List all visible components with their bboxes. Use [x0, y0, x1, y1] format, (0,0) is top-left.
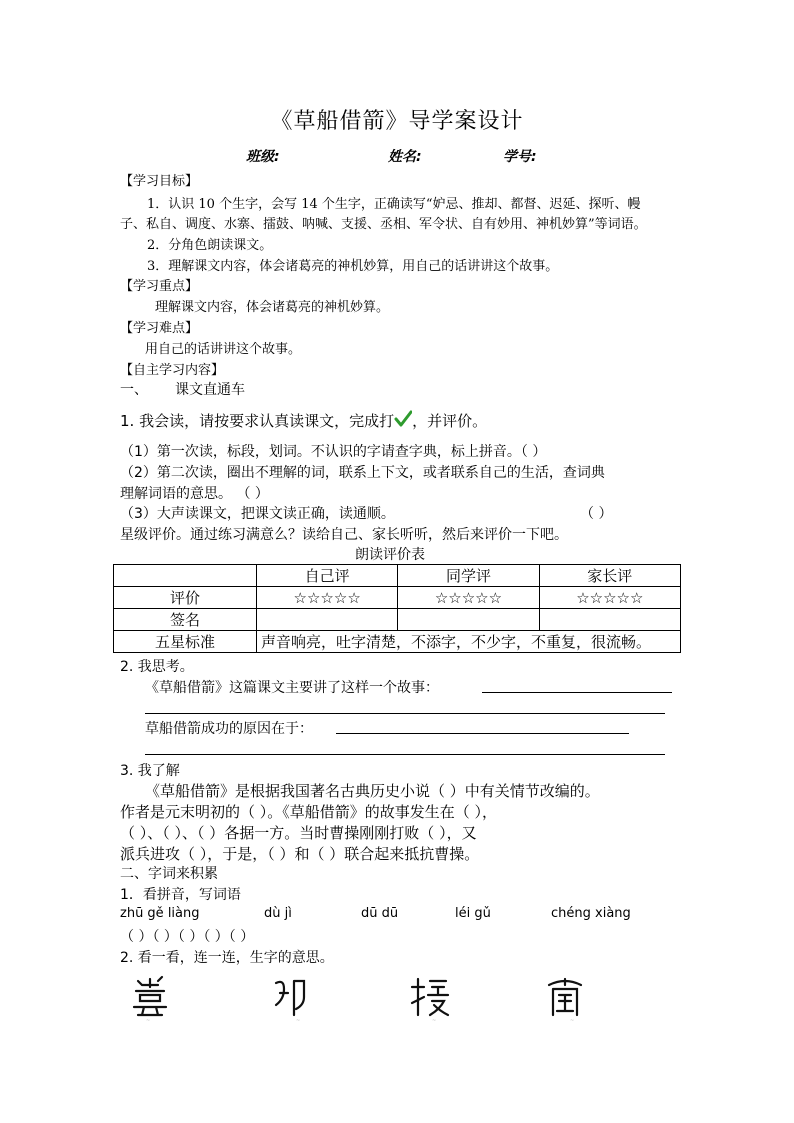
table-header-cell: 自己评 — [257, 565, 398, 587]
pinyin-chengxiang: chéng xiàng — [551, 906, 631, 921]
part2-heading: 二、字词来积累 — [120, 866, 218, 882]
reading-evaluation-table — [113, 564, 681, 653]
row-label: 五星标准 — [114, 631, 257, 653]
goal-item-1-line-2: 子、私自、调度、水寨、擂鼓、呐喊、支援、丞相、军令状、自有妙用、神机妙算”等词语。 — [120, 217, 647, 232]
answer-line[interactable] — [482, 692, 672, 693]
table-header-cell: 家长评 — [539, 565, 680, 587]
watermark: ~ — [146, 1018, 151, 1024]
watermark: ~ — [432, 1018, 437, 1024]
class-label: 班级: — [246, 149, 280, 165]
signature-cell[interactable] — [539, 609, 680, 631]
name-label: 姓名: — [388, 149, 422, 165]
watermark: ~ — [570, 1018, 575, 1024]
self-study-heading: 【自主学习内容】 — [120, 363, 225, 378]
row-label: 签名 — [114, 609, 257, 631]
q1-prompt — [120, 410, 487, 431]
q3-heading: 3. 我了解 — [120, 763, 180, 779]
part2-q1: 1．看拼音，写词语 — [120, 887, 241, 903]
seal-script-glyph-3[interactable] — [410, 975, 450, 1019]
goal-item-1-line-1: 1．认识 10 个生字，会写 14 个生字，正确读写“妒忌、推却、都督、迟延、探听、幔 — [147, 197, 641, 212]
reading-round-3: （3）大声读课文，把课文读正确，读通顺。 — [120, 506, 395, 522]
table-header-cell: 同学评 — [398, 565, 539, 587]
signature-cell[interactable] — [257, 609, 398, 631]
star-rating-cell[interactable]: ☆☆☆☆☆ — [398, 587, 539, 609]
five-star-standard: 声音响亮，吐字清楚，不添字，不少字，不重复，很流畅。 — [257, 631, 681, 653]
goal-item-2: 2．分角色朗读课文。 — [147, 238, 273, 253]
pinyin-leigu: léi gǔ — [455, 906, 491, 921]
q3-line-2: 作者是元末明初的（ ）。《草船借箭》的故事发生在（ ）， — [120, 803, 498, 821]
page-title: 《草船借箭》导学案设计 — [270, 109, 524, 134]
table-header-row — [114, 565, 681, 587]
answer-line[interactable] — [145, 754, 665, 755]
table-header-cell — [114, 565, 257, 587]
star-rating-cell[interactable]: ☆☆☆☆☆ — [257, 587, 398, 609]
seal-script-glyph-1[interactable] — [130, 975, 170, 1019]
part1-heading: 课文直通车 — [175, 382, 245, 398]
difficulty-heading: 【学习难点】 — [120, 321, 199, 336]
table-caption: 朗读评价表 — [355, 547, 425, 563]
checkmark-icon — [394, 410, 412, 428]
answer-line[interactable] — [145, 713, 665, 714]
reading-round-2-line-2: 理解词语的意思。 （ ） — [120, 486, 269, 502]
pinyin-zhugeliang: zhū gě liàng — [120, 906, 200, 921]
q2-reason-prompt: 草船借箭成功的原因在于： — [145, 721, 313, 737]
student-id-label: 学号: — [503, 149, 537, 165]
table-row — [114, 631, 681, 653]
pinyin-dudu: dū dū — [361, 906, 399, 921]
focus-heading: 【学习重点】 — [120, 279, 199, 294]
star-rating-note: 星级评价。通过练习满意么？读给自己、家长听听，然后来评价一下吧。 — [120, 527, 568, 543]
goals-heading: 【学习目标】 — [120, 174, 199, 189]
part1-number: 一、 — [120, 382, 148, 398]
q3-line-4: 派兵进攻（ ），于是，（ ）和（ ）联合起来抵抗曹操。 — [120, 845, 480, 863]
reading-round-2-line-1: （2）第二次读，圈出不理解的词，联系上下文，或者联系自己的生活，查词典 — [120, 465, 605, 481]
pinyin-duji: dù jì — [264, 906, 292, 921]
answer-line[interactable] — [336, 733, 629, 734]
signature-cell[interactable] — [398, 609, 539, 631]
q1-tail: ，并评价。 — [412, 412, 488, 430]
q3-line-3: （ ）、（ ）、（ ）各据一方。当时曹操刚刚打败（ ），又 — [120, 824, 477, 842]
reading-round-1: （1）第一次读，标段，划词。不认识的字请查字典，标上拼音。（ ） — [120, 444, 547, 460]
q3-line-1: 《草船借箭》是根据我国著名古典历史小说（ ）中有关情节改编的。 — [145, 782, 600, 800]
star-rating-cell[interactable]: ☆☆☆☆☆ — [539, 587, 680, 609]
q2-story-prompt: 《草船借箭》这篇课文主要讲了这样一个故事： — [145, 680, 439, 696]
pinyin-answer-blanks[interactable]: （ ）（ ）（ ）（ ）（ ） — [120, 929, 255, 945]
table-row — [114, 609, 681, 631]
seal-script-glyph-2[interactable] — [270, 975, 310, 1019]
seal-script-glyph-4[interactable] — [545, 975, 585, 1019]
part2-q2: 2. 看一看，连一连，生字的意思。 — [120, 950, 334, 966]
reading-round-3-blank: （ ） — [580, 506, 613, 522]
difficulty-text: 用自己的话讲讲这个故事。 — [145, 342, 302, 357]
watermark: ~ — [296, 1018, 301, 1024]
goal-item-3: 3．理解课文内容，体会诸葛亮的神机妙算，用自己的话讲讲这个故事。 — [147, 259, 559, 274]
row-label: 评价 — [114, 587, 257, 609]
table-row — [114, 587, 681, 609]
focus-text: 理解课文内容，体会诸葛亮的神机妙算。 — [155, 300, 390, 315]
q1-text: 1. 我会读，请按要求认真读课文，完成打 — [120, 412, 395, 430]
q2-heading: 2. 我思考。 — [120, 659, 194, 675]
